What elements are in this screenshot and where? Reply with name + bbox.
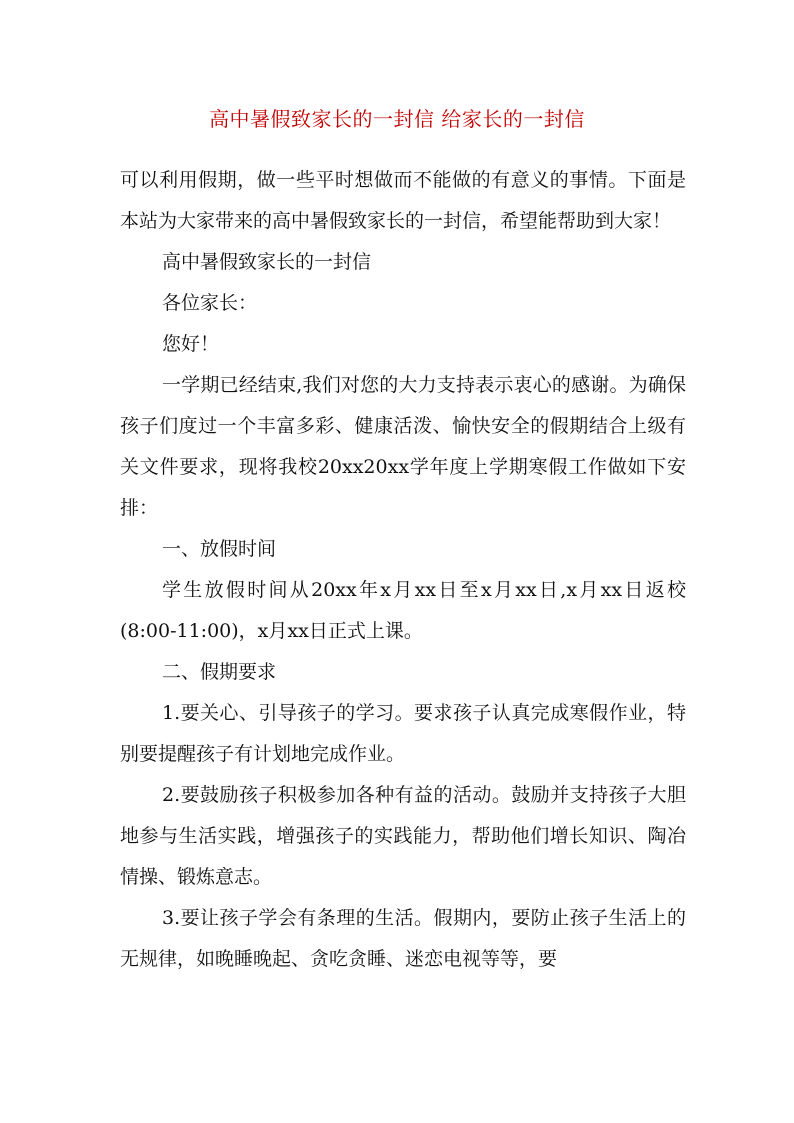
document-title: 高中暑假致家长的一封信 给家长的一封信 xyxy=(209,107,585,131)
section-heading-vacation-time: 一、放假时间 xyxy=(162,538,277,560)
requirement-item-1: 1.要关心、引导孩子的学习。要求孩子认真完成寒假作业，特别要提醒孩子有计划地完成作业。 xyxy=(120,702,686,765)
salutation: 各位家长： xyxy=(162,292,258,314)
letter-heading: 高中暑假致家长的一封信 xyxy=(162,251,372,273)
intro-paragraph: 可以利用假期，做一些平时想做而不能做的有意义的事情。下面是本站为大家带来的高中暑假致家长的一封信，希望能帮助到大家！ xyxy=(120,169,686,232)
vacation-time-paragraph: 学生放假时间从20xx年x月xx日至x月xx日,x月xx日返校(8:00-11:00)，x月xx日正式上课。 xyxy=(120,579,686,642)
opening-paragraph: 一学期已经结束,我们对您的大力支持表示衷心的感谢。为确保孩子们度过一个丰富多彩、健康活泼、愉快安全的假期结合上级有关文件要求，现将我校20xx20xx学年度上学期寒假工作做如下安排： xyxy=(120,374,686,519)
greeting: 您好！ xyxy=(162,333,220,355)
document-body xyxy=(120,160,686,980)
requirement-item-3: 3.要让孩子学会有条理的生活。假期内，要防止孩子生活上的无规律，如晚睡晚起、贪吃贪睡、迷恋电视等等，要 xyxy=(120,907,686,970)
requirement-item-2: 2.要鼓励孩子积极参加各种有益的活动。鼓励并支持孩子大胆地参与生活实践，增强孩子的实践能力，帮助他们增长知识、陶冶情操、锻炼意志。 xyxy=(120,784,686,888)
section-heading-requirements: 二、假期要求 xyxy=(162,661,277,683)
